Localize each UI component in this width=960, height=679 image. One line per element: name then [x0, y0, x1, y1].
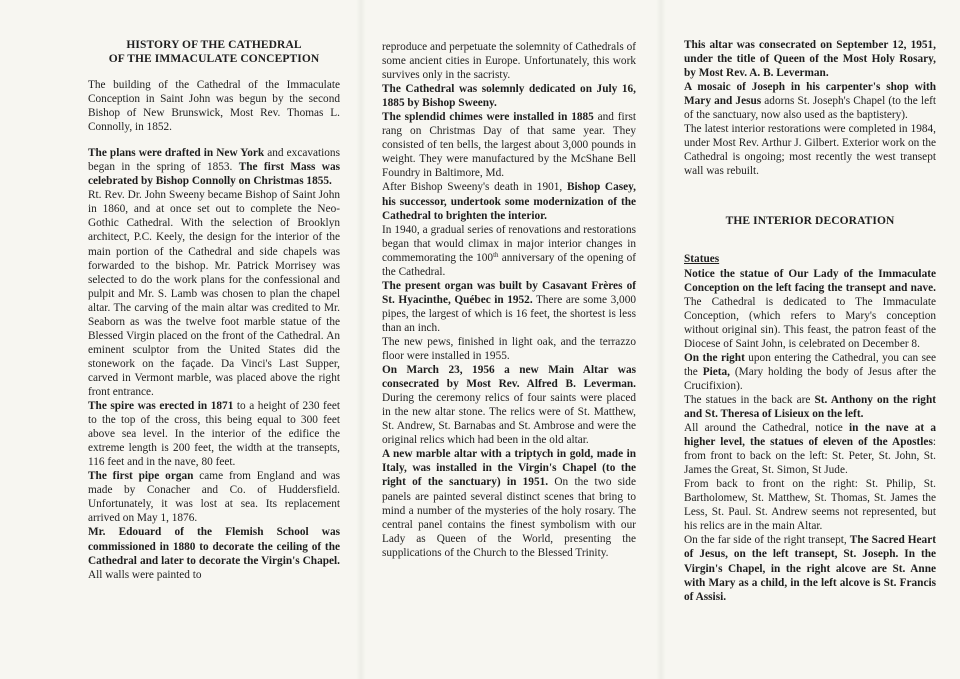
- bold-text: The Cathedral was solemnly dedicated on July 16, 1885 by Bishop Sweeny.: [382, 83, 636, 110]
- text: During the ceremony relics of four saints were placed in the new altar stone. The relics were of St. Matthew, St. Andrew, St. Barnabas and St. Ambrose and were the original relics which had been in the old altar.: [382, 392, 636, 447]
- paragraph: [382, 447, 636, 559]
- paragraph: [382, 180, 636, 222]
- bold-text: The first pipe organ: [88, 470, 194, 483]
- statues-subheading: [684, 252, 936, 266]
- text: anniversary of the opening of the Cathedral.: [382, 251, 636, 278]
- bold-text: The spire was erected in 1871: [88, 400, 234, 413]
- bold-text: Pieta,: [702, 365, 730, 378]
- paragraph: [88, 525, 340, 581]
- paragraph: [684, 80, 936, 122]
- text: All walls were painted to: [88, 568, 202, 581]
- bold-text: A mosaic of Joseph in his carpenter's shop with Mary and Jesus: [684, 81, 936, 108]
- text: and first rang on Christmas Day of that same year. They consisted of ten bells, the largest about 3,000 pounds in weight. They were manufactured by the McShane Bell Foundry in Baltimore, Md.: [382, 111, 636, 180]
- text: (Mary holding the body of Jesus after the Crucifixion).: [684, 365, 936, 392]
- bold-text: A new marble altar with a triptych in gold, made in Italy, was installed in the Virgin's Chapel (to the right of the sanctuary) in 1951.: [382, 448, 636, 489]
- fold-line-left: [356, 0, 366, 679]
- paragraph: Rt. Rev. Dr. John Sweeny became Bishop of Saint John in 1860, and at once set out to complete the Neo-Gothic Cathedral. With the selection of Brooklyn architect, P.C. Keely, the design for the interior of the main portion of the Cathedral and side chapels was forwarded to the bishop. Mr. Patrick Morrisey was selected to do the work plans for the confessional and pulpit and Mr. S. Lamb was chosen to plan the chapel altar. The carving of the main altar was credited to Mr. Seaborn as was the twelve foot marble statue of the Blessed Virgin placed on the front of the Cathedral. An eminent sculptor from the United States did the stonework on the façade. Da Vinci's Last Supper, carved in Vermont marble, was placed above the right front entrance.: [88, 189, 340, 398]
- bold-text: Bishop Casey, his successor, undertook some modernization of the Cathedral to brighten the interior.: [382, 181, 636, 222]
- paragraph: [684, 533, 936, 603]
- text: There are some 3,000 pipes, the largest of which is 16 feet, the shortest is less than an inch.: [382, 293, 636, 334]
- bold-text: On March 23, 1956 a new Main Altar was consecrated by Most Rev. Alfred B. Leverman.: [382, 364, 636, 391]
- history-heading-line2: OF THE IMMACULATE CONCEPTION: [108, 53, 320, 65]
- interior-heading: THE INTERIOR DECORATION: [725, 215, 895, 228]
- bold-text: The first Mass was celebrated by Bishop Connolly on Christmas 1855.: [88, 161, 340, 188]
- paragraph: [684, 421, 936, 477]
- text: to a height of 230 feet to the top of the cross, this being equal to 300 feet above sea level. In the interior of the edifice the extreme length is 200 feet, the width at the transepts, 116 feet and in the nave, 80 feet.: [88, 400, 340, 469]
- bold-text: Notice the statue of Our Lady of the Immaculate Conception on the left facing the transept and nave.: [684, 267, 936, 294]
- text: upon entering the Cathedral, you can see the: [684, 351, 936, 378]
- text: In 1940, a gradual series of renovations and restorations began that would climax in major interior changes in commemorating the 100: [382, 223, 636, 264]
- paragraph: reproduce and perpetuate the solemnity of Cathedrals of some ancient cities in Europe. Unfortunately, this work survives only in the sacristy.: [382, 41, 636, 82]
- paragraph: The new pews, finished in light oak, and the terrazzo floor were installed in 1955.: [382, 335, 636, 363]
- bold-text: in the nave at a higher level, the statues of eleven of the Apostles: [684, 422, 936, 449]
- text: and excavations began in the spring of 1853.: [88, 147, 340, 174]
- paragraph: [684, 351, 936, 393]
- text: The Cathedral is dedicated to The Immaculate Conception, (which refers to Mary's conception without original sin). This feast, the patron feast of the Diocese of Saint John, is celebrated on December 8.: [684, 295, 936, 350]
- paragraph: [382, 223, 636, 279]
- bold-text: The Sacred Heart of Jesus, on the left transept, St. Joseph. In the Virgin's Chapel, in the right alcove are St. Anne with Mary as a child, in the left alcove is St. Francis of Assisi.: [684, 534, 936, 603]
- column-history: [88, 38, 340, 582]
- paragraph: [382, 363, 636, 447]
- paragraph: [684, 38, 936, 80]
- paragraph: [88, 469, 340, 525]
- bold-text: The plans were drafted in New York: [88, 147, 265, 160]
- bold-text: The present organ was built by Casavant Frères of St. Hyacinthe, Québec in 1952.: [382, 279, 636, 306]
- history-heading: [88, 38, 340, 66]
- text: : from front to back on the left: St. Peter, St. John, St. James the Great, St. Simon, St Jude.: [684, 436, 936, 477]
- paragraph: The latest interior restorations were completed in 1984, under Most Rev. Arthur J. Gilbert. Exterior work on the Cathedral is ongoing; most recently the west transept wall was rebuilt.: [684, 123, 936, 178]
- fold-line-right: [656, 0, 666, 679]
- bold-text: The splendid chimes were installed in 1885: [382, 111, 594, 124]
- superscript: th: [493, 250, 499, 259]
- paragraph: [88, 146, 340, 188]
- paragraph: [382, 279, 636, 335]
- subheading-text: Statues: [684, 253, 720, 266]
- text: All around the Cathedral, notice: [684, 422, 850, 435]
- text: On the two side panels are painted several distinct scenes that bring to mind a number of the mysteries of the holy rosary. The central panel contains the finest symbolism with our Lady as Queen of the World, presenting the supplications of the Church to the Blessed Trinity.: [382, 476, 636, 559]
- paragraph: The building of the Cathedral of the Immaculate Conception in Saint John was begun by the second Bishop of New Brunswick, Most Rev. Thomas L. Connolly, in 1852.: [88, 79, 340, 134]
- column-interior: [684, 38, 936, 604]
- text: adorns St. Joseph's Chapel (to the left of the sanctuary, now also used as the baptistery).: [684, 95, 936, 122]
- text: came from England and was made by Conacher and Co. of Huddersfield. Unfortunately, it was lost at sea. Its replacement arrived on May 1, 1876.: [88, 470, 340, 525]
- paragraph: [684, 393, 936, 421]
- paragraph: [88, 399, 340, 469]
- bold-text: This altar was consecrated on September 12, 1951, under the title of Queen of the Most Holy Rosary, by Most Rev. A. B. Leverman.: [684, 39, 936, 80]
- history-heading-line1: HISTORY OF THE CATHEDRAL: [126, 39, 302, 51]
- bold-text: St. Anthony on the right and St. Theresa of Lisieux on the left.: [684, 393, 936, 420]
- text: The statues in the back are: [684, 393, 815, 406]
- column-history-continued: [382, 40, 636, 560]
- text: After Bishop Sweeny's death in 1901,: [382, 181, 567, 194]
- paragraph: [382, 110, 636, 180]
- paragraph: [382, 82, 636, 110]
- text: On the far side of the right transept,: [684, 534, 850, 547]
- bold-text: On the right: [684, 351, 745, 364]
- paragraph: From back to front on the right: St. Philip, St. Bartholomew, St. Matthew, St. Thomas, St. James the Less, St. Paul. St. Andrew seems not represented, but his relics are in the main Altar.: [684, 478, 936, 533]
- bold-text: Mr. Edouard of the Flemish School was commissioned in 1880 to decorate the ceiling of the Cathedral and later to decorate the Virgin's Chapel.: [88, 526, 340, 567]
- paragraph: [684, 267, 936, 351]
